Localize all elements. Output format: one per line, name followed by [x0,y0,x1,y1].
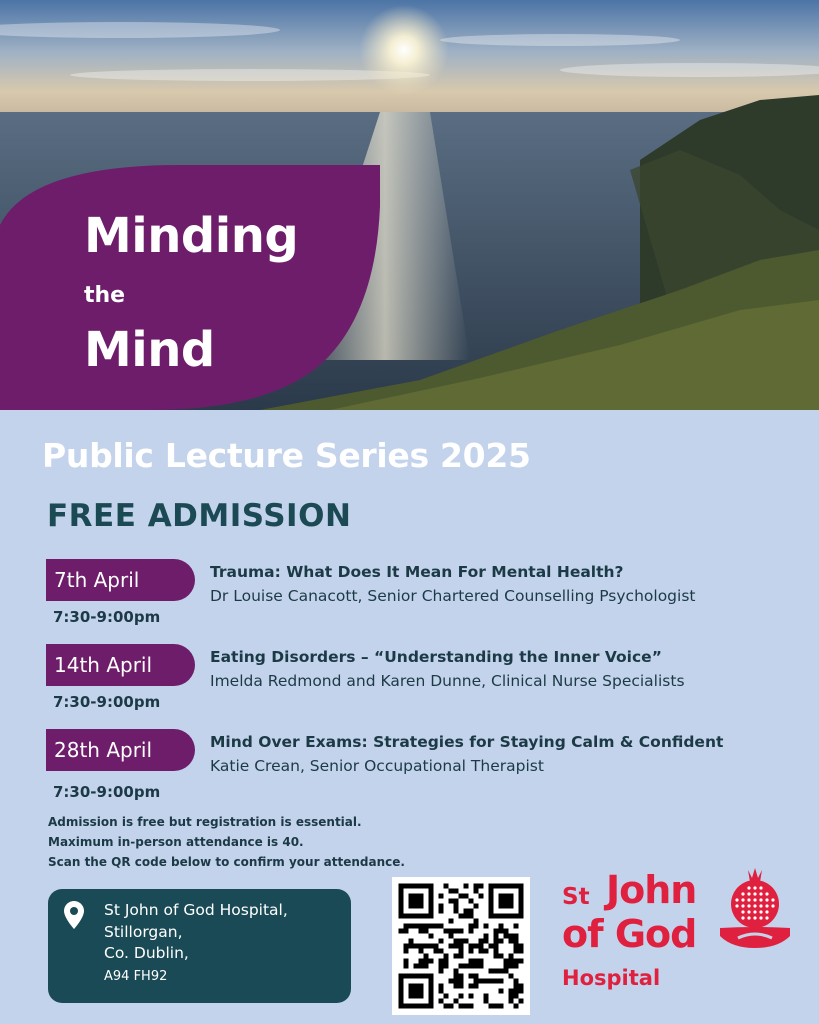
logo-hospital: Hospital [562,966,661,990]
event-item [0,559,819,649]
event-speaker: Katie Crean, Senior Occupational Therapist [210,757,544,775]
event-speaker: Imelda Redmond and Karen Dunne, Clinical Nurse Specialists [210,672,685,690]
free-admission-heading: FREE ADMISSION [47,498,352,534]
event-item [0,729,819,819]
title-the: the [84,283,126,308]
event-speaker: Dr Louise Canacott, Senior Chartered Counselling Psychologist [210,587,696,605]
logo-st: St [562,884,590,910]
event-title: Trauma: What Does It Mean For Mental Health? [210,563,624,581]
address-box [48,889,351,1003]
event-item [0,644,819,734]
event-date: 14th April [46,644,195,686]
address-line: Co. Dublin, [104,944,189,962]
address-eircode: A94 FH92 [104,969,168,984]
address-line: St John of God Hospital, [104,901,288,919]
attendance-note: Maximum in-person attendance is 40. [48,835,304,849]
logo-john: John [606,868,697,912]
pomegranate-icon [718,866,792,956]
event-title: Mind Over Exams: Strategies for Staying Calm & Confident [210,733,724,751]
event-time: 7:30-9:00pm [53,783,161,801]
event-date: 28th April [46,729,195,771]
title-minding: Minding [84,208,299,264]
series-heading: Public Lecture Series 2025 [42,436,531,475]
location-pin-icon [64,901,84,929]
logo-of-god: of God [562,912,697,956]
qr-instruction-note: Scan the QR code below to confirm your attendance. [48,855,405,869]
event-time: 7:30-9:00pm [53,693,161,711]
event-title: Eating Disorders – “Understanding the Inner Voice” [210,648,662,666]
registration-note: Admission is free but registration is essential. [48,815,362,829]
address-line: Stillorgan, [104,923,183,941]
event-time: 7:30-9:00pm [53,608,161,626]
event-date: 7th April [46,559,195,601]
title-mind: Mind [84,322,215,378]
qr-code[interactable] [392,877,530,1015]
